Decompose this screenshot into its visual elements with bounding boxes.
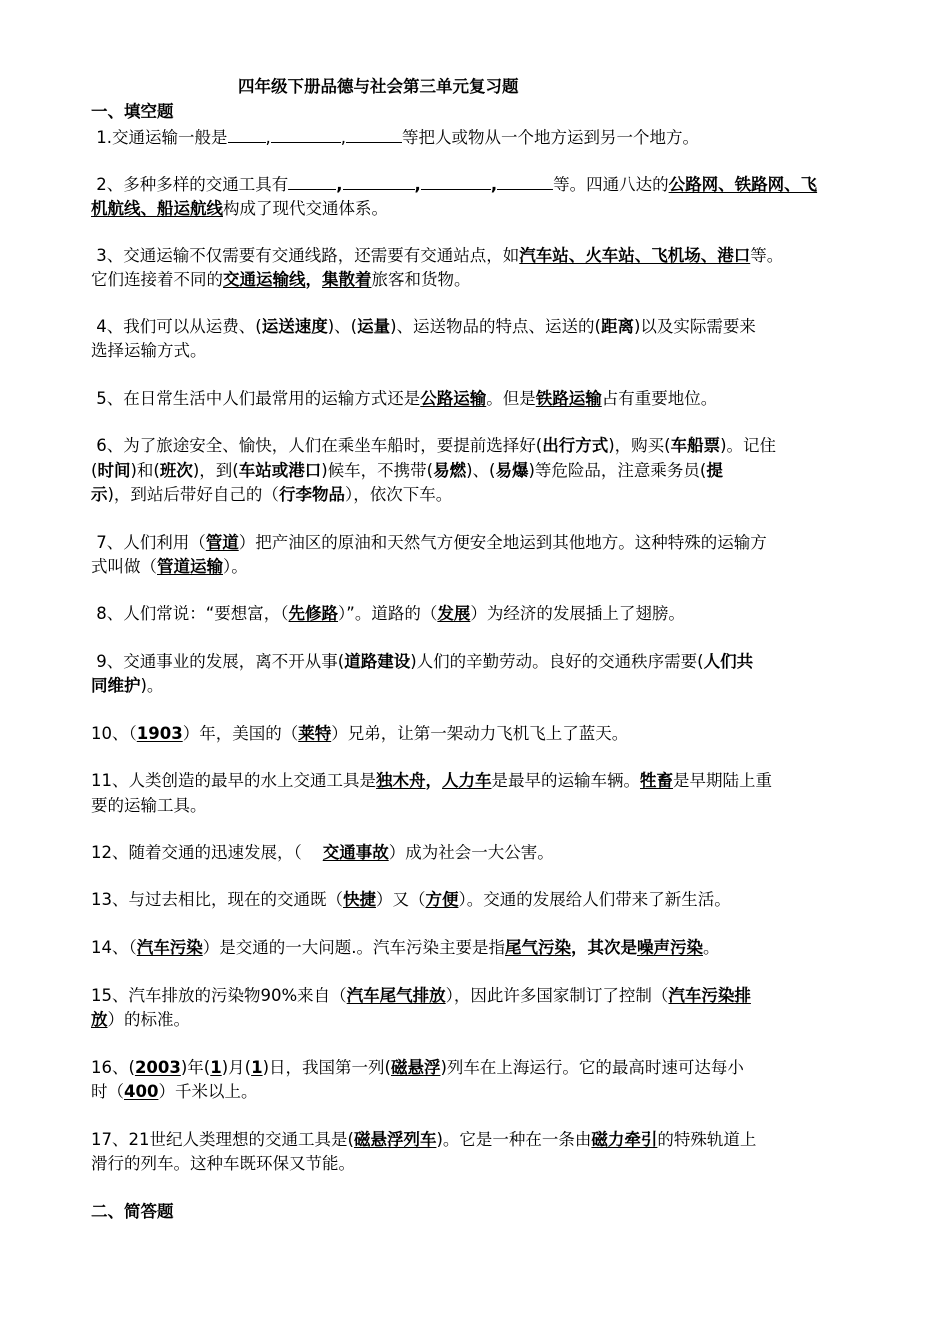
question-15-cont: 放）的标准。: [91, 1010, 190, 1029]
question-12: 12、随着交通的迅速发展，（ 交通事故）成为社会一大公害。: [91, 843, 554, 862]
answer-blank: [497, 174, 553, 190]
answer-blank: [343, 174, 415, 190]
question-6: 6、为了旅途安全、愉快，人们在乘坐车船时，要提前选择好(出行方式)，购买(车船票)。记住: [96, 436, 776, 455]
section-heading-fill-blank: 一、填空题: [91, 102, 174, 121]
question-13: 13、与过去相比，现在的交通既（快捷）又（方便）。交通的发展给人们带来了新生活。: [91, 890, 731, 909]
question-8: 8、人们常说：“要想富，（先修路）”。道路的（发展）为经济的发展插上了翅膀。: [96, 604, 685, 623]
section-heading-short-answer: 二、简答题: [91, 1202, 174, 1221]
question-11-cont: 要的运输工具。: [91, 796, 207, 815]
question-17-cont: 滑行的列车。这种车既环保又节能。: [91, 1154, 355, 1173]
document-title: 四年级下册品德与社会第三单元复习题: [238, 77, 519, 96]
answer-blank: [421, 174, 491, 190]
question-2-cont: 机航线、船运航线构成了现代交通体系。: [91, 199, 388, 218]
question-11: 11、人类创造的最早的水上交通工具是独木舟，人力车是最早的运输车辆。牲畜是早期陆上重: [91, 771, 772, 790]
question-3-cont: 它们连接着不同的交通运输线，集散着旅客和货物。: [91, 270, 471, 289]
answer-blank: [271, 127, 341, 143]
question-16-cont: 时（400）千米以上。: [91, 1082, 258, 1101]
question-15: 15、汽车排放的污染物90%来自（汽车尾气排放），因此许多国家制订了控制（汽车污染排: [91, 986, 751, 1005]
answer-blank: [228, 127, 266, 143]
question-16: 16、(2003)年(1)月(1)日，我国第一列(磁悬浮)列车在上海运行。它的最高时速可达每小: [91, 1058, 744, 1077]
question-2: 2、多种多样的交通工具有 , , , 等。四通八达的公路网、铁路网、飞: [96, 175, 818, 194]
question-10: 10、（1903）年，美国的（莱特）兄弟，让第一架动力飞机飞上了蓝天。: [91, 724, 629, 743]
question-4: 4、我们可以从运费、(运送速度)、(运量)、运送物品的特点、运送的(距离)以及实际需要来: [96, 317, 756, 336]
question-5: 5、在日常生活中人们最常用的运输方式还是公路运输。但是铁路运输占有重要地位。: [96, 389, 718, 408]
question-4-cont: 选择运输方式。: [91, 341, 207, 360]
question-1: 1.交通运输一般是 , , 等把人或物从一个地方运到另一个地方。: [96, 128, 699, 147]
answer-blank: [288, 174, 336, 190]
question-7-cont: 式叫做（管道运输）。: [91, 557, 248, 576]
question-17: 17、21世纪人类理想的交通工具是(磁悬浮列车)。它是一种在一条由磁力牵引的特殊轨道上: [91, 1130, 757, 1149]
question-7: 7、人们利用（管道）把产油区的原油和天然气方便安全地运到其他地方。这种特殊的运输方: [96, 533, 767, 552]
question-6-cont: (时间)和(班次)，到(车站或港口)候车，不携带(易燃)、(易爆)等危险品，注意乘务员(提: [91, 461, 723, 480]
question-6-cont2: 示)，到站后带好自己的（行李物品），依次下车。: [91, 485, 453, 504]
question-9: 9、交通事业的发展，离不开从事(道路建设)人们的辛勤劳动。良好的交通秩序需要(人们共: [96, 652, 754, 671]
question-14: 14、（汽车污染）是交通的一大问题.。汽车污染主要是指尾气污染，其次是噪声污染。: [91, 938, 720, 957]
question-3: 3、交通运输不仅需要有交通线路，还需要有交通站点，如汽车站、火车站、飞机场、港口等。: [96, 246, 784, 265]
question-9-cont: 同维护)。: [91, 676, 164, 695]
answer-blank: [346, 127, 402, 143]
